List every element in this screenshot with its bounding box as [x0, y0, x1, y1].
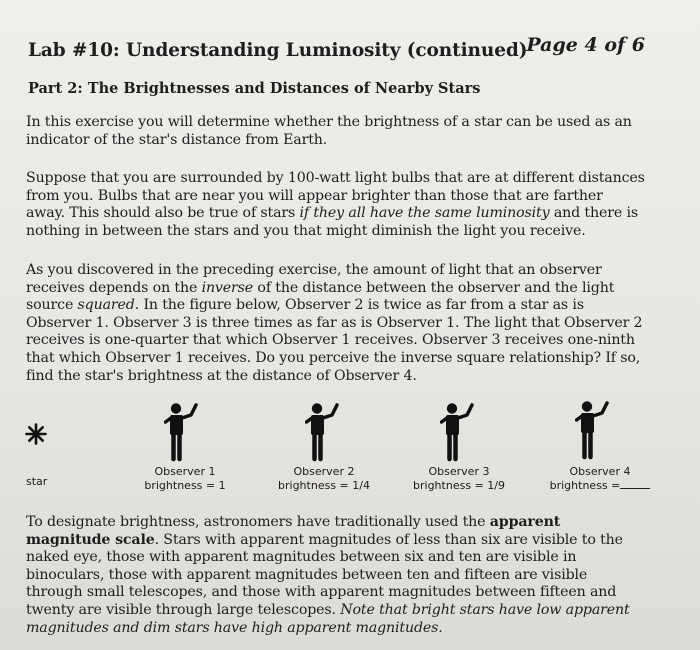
- answer-blank: [620, 479, 650, 489]
- text-run: and there is nothing in between the stars and you that might diminish the light you receive.: [26, 205, 638, 239]
- part-title: Part 2: The Brightnesses and Distances of Nearby Stars: [28, 80, 481, 97]
- emphasis-run: if they all have the same luminosity: [299, 205, 550, 222]
- text-run: . Stars with apparent magnitudes of less than six are visible to the naked eye, those with apparent magnitudes between six and ten are visible in binoculars, those with apparent magnitudes between ten and fifteen are visible through small telescopes, and those with apparent magnitudes between fifteen and twenty are visible through large telescopes.: [26, 531, 623, 618]
- emphasis-run: Note that bright stars have low apparent magnitudes and dim stars have high apparent magnitudes.: [26, 601, 630, 636]
- observer-1-icon: [164, 403, 200, 463]
- page-number: Page 4 of 6: [526, 34, 645, 56]
- observer-2-icon: [305, 403, 341, 463]
- observer-name: Observer 1: [154, 465, 216, 478]
- observer-name: Observer 2: [293, 465, 355, 478]
- star-label: star: [26, 475, 48, 488]
- lab-title: Lab #10: Understanding Luminosity (continued): [28, 40, 528, 61]
- observer-figure: [0, 395, 700, 505]
- observer-brightness: brightness =: [549, 479, 621, 492]
- light-bulb-paragraph: [26, 170, 646, 240]
- observer-3-icon: [440, 403, 476, 463]
- inverse-square-paragraph: [26, 262, 646, 385]
- text-run: As you discovered in the preceding exercise, the amount of light that an observer receives depends on the: [26, 262, 602, 296]
- intro-paragraph: In this exercise you will determine whether the brightness of a star can be used as an indicator of the star's distance from Earth.: [26, 114, 632, 148]
- star-burst-icon: [25, 423, 47, 445]
- observer-4-label: [540, 465, 660, 493]
- text-run: To designate brightness, astronomers have traditionally used the: [26, 514, 490, 530]
- observer-brightness: brightness = 1/4: [278, 479, 370, 492]
- apparent-magnitude-paragraph: [26, 514, 646, 637]
- observer-brightness: brightness = 1: [144, 479, 226, 492]
- text-run: of the distance between the observer and the light source: [26, 279, 615, 314]
- observer-name: Observer 4: [569, 465, 631, 478]
- text-run: In the figure below, Observer 2 is twice as far from a star as is Observer 1. Observer 3 is three times as far as is Observer 1. The light that Observer 2 receives is one-quarter that which Observer 1 receives. Observer 3 receives one-ninth that which Observer 1 receives. Do you perceive the inverse square relationship? If so, find the star's brightness at the distance of Observer 4.: [26, 297, 643, 384]
- emphasis-run: squared.: [77, 297, 140, 314]
- observer-2-label: [276, 465, 372, 493]
- emphasis-run: inverse: [201, 279, 254, 296]
- bold-term: apparent magnitude scale: [26, 514, 561, 548]
- observer-name: Observer 3: [428, 465, 490, 478]
- observer-1-label: [140, 465, 230, 493]
- observer-brightness: brightness = 1/9: [413, 479, 505, 492]
- observer-4-icon: [575, 401, 611, 461]
- text-run: Suppose that you are surrounded by 100-watt light bulbs that are at different distances from you. Bulbs that are near you will appear brighter than those that are farther away. This should also be true of stars: [26, 170, 645, 222]
- observer-3-label: [411, 465, 507, 493]
